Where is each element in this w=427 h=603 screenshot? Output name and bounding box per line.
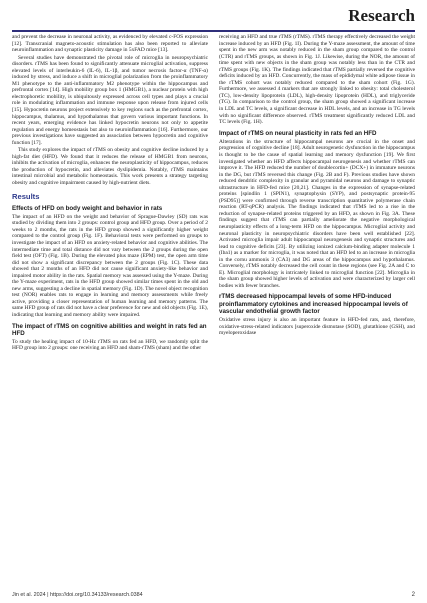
paragraph: To study the healing impact of 10-Hz rTMS on rats fed an HFD, we randomly split the HFD group into 2 groups: one receiving an HFD and sham-rTMS (sham) and the other: [12, 338, 208, 352]
paragraph: Alterations in the structure of hippocampal neurons are crucial in the onset and progression of cognitive decline [18]. Adult neurogenetic dysfunction in the hippocampus is thought to be the cause of spatial learning and memory dysfunction [19]. We first investigated whether an HFD affects hippocampal neurogenesis and whether rTMS can improve it. The HFD reduced the number of doublecortin+ (DCX+) in immature neurons in the DG, but rTMS reversed this change (Fig. 2B and F). Previous studies have shown reduced dendritic complexity in granular and pyramidal neurons and damage to synaptic ultrastructure in HFD-fed mice [20,21]. Changes in the expression of synapse-related proteins [spindlin 1 (SPIN1), synaptophysin (SYP), and postsynaptic protein-95 (PSD95)] were confirmed through reverse transcription quantitative polymerase chain reaction (RT-qPCR) analysis. The findings indicated that rTMS led to a rise in the reduction of synapse-related proteins triggered by an HFD, as shown in Fig. 3A. These findings suggest that rTMS can partially ameliorate the negative morphological neuroplasticity effects of a long-term HFD on the hippocampus. Microglial activity and neuronal plasticity in neuropsychiatric disorders have been well established [22]. Activated microglia impair adult hippocampal neurogenesis and synaptic structures and lead to cognitive deficits [23]. By utilizing ionized calcium-binding adapter molecule 1 (Iba1) as a marker for microglia, it was noted that an HFD led to an increase in microglia in the cornu ammonis 3 (CA3) and DG areas of the hippocampus and hypothalamus. Conversely, rTMS notably decreased the cell count in these regions (see Fig. 2A and C to E). Microglial morphology is intricately linked to microglial function [22]. Microglia in the sham group showed higher levels of activation and were characterized by larger cell bodies with fewer branches.: [219, 138, 415, 289]
subsection-heading: Impact of rTMS on neural plasticity in rats fed an HFD: [219, 129, 377, 137]
subsection-heading: Effects of HFD on body weight and behavior in rats: [12, 204, 163, 212]
paragraph: Several studies have demonstrated the pivotal role of microglia in neuropsychiatric disorders. rTMS has been found to significantly attenuate microglial activation, suppress elevated levels of interleukin-6 (IL-6), IL-1β, and tumor necrosis factor-α (TNF-α) induced by stress, and induce a shift in microglial polarization from the proinflammatory M1 phenotype to the anti-inflammatory M2 phenotype within the hippocampus and prefrontal cortex [14]. High mobility group box 1 (HMGB1), a nuclear protein with high electrophoretic mobility, is ubiquitously expressed across cell types and plays a crucial role in modulating inflammation and immune response upon release from injured cells [15]. Hypocretin neurons project extensively to key regions such as the prefrontal cortex, hippocampus, thalamus, and hypothalamus that govern various important functions. In recent years, emerging evidence has linked hypocretin neurons not only to appetite regulation and energy homeostasis but also to neuroinflammation [16]. Furthermore, our previous investigations have suggested an association between hypocretin and cognitive function [17].: [12, 54, 208, 146]
paragraph: and prevent the decrease in neuronal activity, as evidenced by elevated c-FOS expression [12]. Transcranial magneto-acoustic stimulation has also been reported to alleviate neuroinflammation and synaptic plasticity damage in 5xFAD mice [13].: [12, 34, 208, 54]
right-column: [219, 34, 415, 338]
subsection-heading: The impact of rTMS on cognitive abilities and weight in rats fed an HFD: [12, 322, 207, 337]
paragraph: The impact of an HFD on the weight and behavior of Sprague-Dawley (SD) rats was studied by dividing them into 2 groups: control group and HFD group. Over a period of 2 weeks to 2 months, the rats in the HFD group showed a significantly higher weight compared to the control group (Fig. 1F). Behavioral tests were performed on groups to investigate the impact of an HFD on anxiety-related behavior and cognitive abilities. The intermediate time and total distance did not vary between the 2 groups during the open field test (OFT) (Fig. 1B). During the elevated plus maze (EPM) test, the open arm time did not show a significant discrepancy between the 2 groups (Fig. 1C). These data showed that 2 months of an HFD did not cause significant anxiety-like behavior and impaired motor ability in the rats. Spatial memory was assessed using the Y-maze. During the Y-maze experiment, rats in the HFD group showed similar times spent in the old and new arms, suggesting a decline in spatial memory (Fig. 1D). The novel object recognition test (NOR) enables rats to engage in learning and memory assessments while freely active, providing a closer representation of human learning and memory patterns. The same HFD group of rats did not have a clear preference for new and old objects (Fig. 1E), indicating that learning and memory ability were impaired.: [12, 213, 208, 318]
section-heading: Results: [12, 191, 40, 201]
journal-title: Research: [348, 6, 415, 25]
left-column: [12, 34, 208, 353]
paragraph: Oxidative stress injury is also an important feature in HFD-fed rats, and, therefore, oxidative-stress-related indicators [superoxide dismutase (SOD), glutathione (GSH), and myeloperoxidase: [219, 317, 415, 337]
paragraph: This study explores the impact of rTMS on obesity and cognitive decline induced by a high-fat diet (HFD). We found that it reduces the release of HMGB1 from neurons, inhibits the activation of microglia, enhances the neuroplasticity of hippocampus, reduces the production of hypocretin, and alleviates dyslipidemia. Notably, rTMS maintains intestinal microbial and metabolic homeostasis. This work presents a strategy targeting obesity and cognitive impairment caused by high-nutrient diets.: [12, 147, 208, 187]
header-rule: [12, 30, 415, 32]
subsection-heading: rTMS decreased hippocampal levels of some HFD-induced proinflammatory cytokines and increased hippocampal levels of vascular endothelial growth factor: [219, 293, 408, 315]
paragraph: receiving an HFD and true rTMS (rTMS). rTMS therapy effectively decreased the weight increase induced by an HFD (Fig. 1I). During the Y-maze assessment, the amount of time spent in the new arm was notably reduced in the sham group compared to the control (CTR) and rTMS groups, as shown in Fig. 1J. Likewise, during the NOR, the amount of time spent with new objects in the sham group was notably less than in the CTR and rTMS groups (Fig. 1K). The findings indicated that rTMS partially reversed the cognitive deficits induced by an HFD. Concurrently, the mass of epididymal white adipose tissue in the rTMS cohort was notably reduced compared to the sham cohort (Fig. 1G). Furthermore, we assessed 4 markers that are strongly linked to obesity: total cholesterol (TC), low-density lipoprotein (LDL), high-density lipoprotein (HDL), and triglyceride (TG). In comparison to the control group, the sham group showed a significant increase in LDL and TC levels, a significant decrease in HDL levels, and an increase in TG levels with no significant difference observed. rTMS treatment significantly reduced LDL and TC levels (Fig. 1H).: [219, 34, 415, 126]
footer-citation: Jin et al. 2024 | https://doi.org/10.34133/research.0384: [12, 592, 143, 598]
page-number: 2: [411, 592, 415, 598]
